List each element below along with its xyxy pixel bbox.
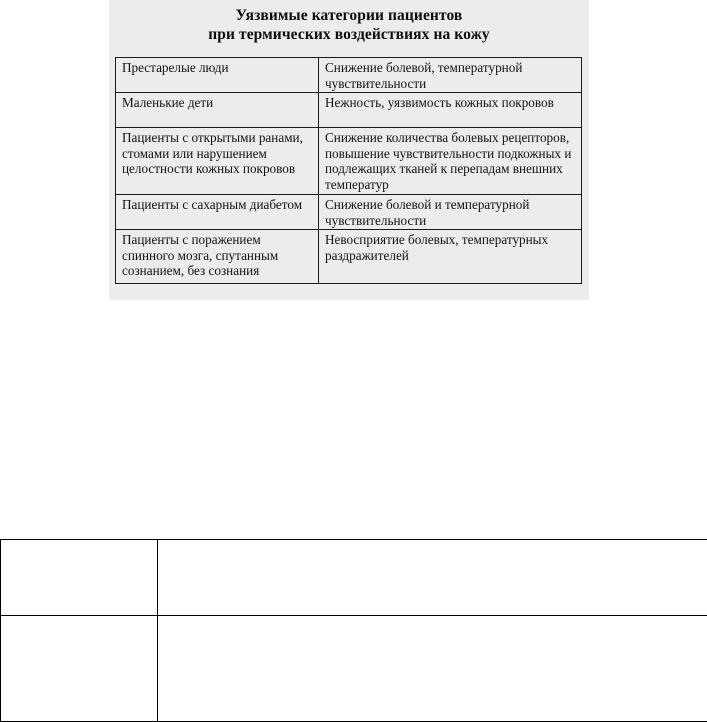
empty-cell bbox=[158, 540, 707, 616]
figure-title-line-2: при термических воздействиях на кожу bbox=[208, 26, 490, 43]
empty-row bbox=[1, 616, 707, 722]
reason-cell: Снижение количества болевых рецепторов, повышение чувствительности подкожных и подлежащих тканей к перепадам внешних температур bbox=[319, 128, 582, 195]
empty-cell bbox=[1, 616, 158, 722]
empty-table bbox=[0, 539, 707, 722]
reason-cell: Снижение болевой, температурной чувствительности bbox=[319, 58, 582, 93]
table-row bbox=[116, 195, 582, 230]
scanned-table-figure bbox=[109, 0, 589, 300]
category-cell: Престарелые люди bbox=[116, 58, 319, 93]
category-cell: Маленькие дети bbox=[116, 93, 319, 128]
table-row bbox=[116, 230, 582, 284]
reason-cell: Нежность, уязвимость кожных покровов bbox=[319, 93, 582, 128]
category-cell: Пациенты с сахарным диабетом bbox=[116, 195, 319, 230]
figure-title-line-1: Уязвимые категории пациентов bbox=[235, 7, 463, 24]
table-row bbox=[116, 93, 582, 128]
vulnerable-categories-table bbox=[115, 57, 582, 284]
empty-cell bbox=[1, 540, 158, 616]
reason-cell: Снижение болевой и температурной чувствительности bbox=[319, 195, 582, 230]
category-cell: Пациенты с открытыми ранами, стомами или нарушением целостности кожных покровов bbox=[116, 128, 319, 195]
empty-cell bbox=[158, 616, 707, 722]
table-row bbox=[116, 128, 582, 195]
reason-cell: Невосприятие болевых, температурных раздражителей bbox=[319, 230, 582, 284]
table-row bbox=[116, 58, 582, 93]
category-cell: Пациенты с поражением спинного мозга, спутанным сознанием, без сознания bbox=[116, 230, 319, 284]
empty-row bbox=[1, 540, 707, 616]
figure-title bbox=[109, 6, 589, 44]
